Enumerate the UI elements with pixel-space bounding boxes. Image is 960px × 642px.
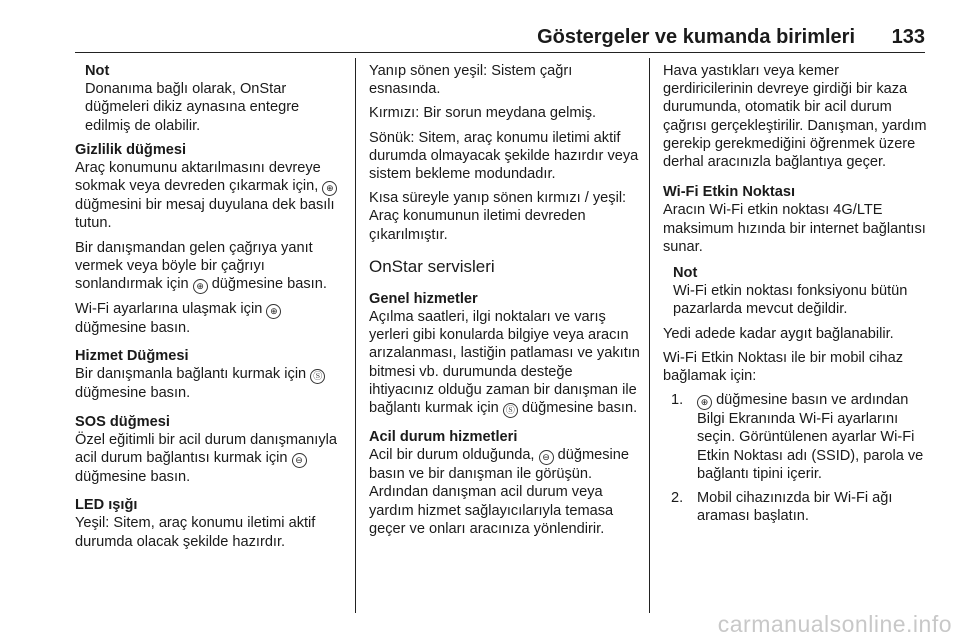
page-header — [75, 22, 925, 50]
section-heading: Genel hizmetler — [369, 290, 478, 307]
service-icon: Ⓢ — [310, 369, 325, 384]
list-item — [671, 391, 931, 483]
note — [75, 62, 347, 135]
page-number: 133 — [891, 26, 925, 48]
service-icon: Ⓢ — [503, 403, 518, 418]
privacy-icon: ⊕ — [322, 181, 337, 196]
watermark: carmanualsonline.info — [717, 611, 952, 637]
note — [663, 264, 931, 319]
list-item — [671, 489, 931, 525]
list-text: düğmesine basın ve ardından Bilgi Ekranında Wi-Fi ayarlarını seçin. Görüntülenen ayarlar Wi-Fi Etkin Noktası adı (SSID), parola ve bağlantı tipini içerir. — [697, 392, 924, 482]
sos-icon: ⊖ — [292, 453, 307, 468]
paragraph: Kırmızı: Bir sorun meydana gelmiş. — [369, 105, 597, 122]
column-1 — [75, 62, 347, 551]
column-divider — [355, 58, 356, 613]
numbered-list — [663, 391, 931, 525]
paragraph: Wi-Fi Etkin Noktası ile bir mobil cihaz bağlamak için: — [663, 349, 904, 385]
paragraph: Hava yastıkları veya kemer gerdiricilerinin devreye girdiği bir kaza durumunda, otomatik bir acil durum çağrısı gerçekleştirilir. Danışman, yardım gerekip gerekmediğini öğrenmek üzere derhal aracınızla bağlantıya geçer. — [663, 63, 927, 171]
paragraph: Bir danışmanla bağlantı kurmak için Ⓢ düğmesine basın. — [75, 365, 347, 402]
section-heading: Hizmet Düğmesi — [75, 348, 189, 365]
paragraph: Sönük: Sitem, araç konumu iletimi aktif durumda olmayacak şekilde hazırdır veya sistem bekleme modundadır. — [369, 129, 639, 183]
list-text: Mobil cihazınızda bir Wi-Fi ağı araması başlatın. — [697, 490, 893, 525]
note-text: Wi-Fi etkin noktası fonksiyonu bütün pazarlarda mevcut değildir. — [673, 283, 908, 318]
paragraph: Bir danışmandan gelen çağrıya yanıt vermek veya böyle bir çağrıyı sonlandırmak için ⊕ düğmesine basın. — [75, 239, 327, 293]
column-divider — [649, 58, 650, 613]
paragraph: Yeşil: Sitem, araç konumu iletimi aktif durumda olacak şekilde hazırdır. — [75, 515, 316, 550]
paragraph: Araç konumunu aktarılmasını devreye sokmak veya devreden çıkarmak için, ⊕ düğmesini bir mesaj duyulana dek basılı tutun. — [75, 159, 347, 233]
section-title: OnStar servisleri — [369, 256, 495, 276]
paragraph: Kısa süreyle yanıp sönen kırmızı / yeşil: Araç konumunun iletimi devreden çıkarılmıştır. — [369, 190, 627, 243]
section-heading: Acil durum hizmetleri — [369, 429, 518, 446]
note-title: Not — [85, 63, 110, 79]
paragraph: Aracın Wi-Fi etkin noktası 4G/LTE maksimum hızında bir internet bağlantısı sunar. — [663, 202, 926, 255]
section-heading: Wi-Fi Etkin Noktası — [663, 184, 796, 201]
list-number: 1. — [671, 392, 684, 409]
section-heading: Gizlilik düğmesi — [75, 141, 187, 158]
paragraph: Yanıp sönen yeşil: Sistem çağrı esnasında. — [369, 63, 573, 98]
privacy-icon: ⊕ — [697, 395, 712, 410]
column-3 — [663, 62, 931, 525]
paragraph: Wi-Fi ayarlarına ulaşmak için ⊕ düğmesine basın. — [75, 300, 347, 337]
privacy-icon: ⊕ — [266, 304, 281, 319]
section-heading: LED ışığı — [75, 497, 138, 514]
note-title: Not — [673, 265, 698, 282]
paragraph: Özel eğitimli bir acil durum danışmanıyla acil durum bağlantısı kurmak için ⊖ düğmesine basın. — [75, 431, 337, 486]
section-heading: SOS düğmesi — [75, 413, 170, 430]
sos-icon: ⊖ — [539, 450, 554, 465]
note-text: Donanıma bağlı olarak, OnStar düğmeleri dikiz aynasına entegre edilmiş de olabilir. — [85, 81, 300, 134]
list-number: 2. — [671, 490, 684, 507]
paragraph: Yedi adede kadar aygıt bağlanabilir. — [663, 325, 894, 342]
header-rule — [75, 52, 925, 53]
privacy-icon: ⊕ — [193, 279, 208, 294]
paragraph: Açılma saatleri, ilgi noktaları ve varış yerleri gibi konularda bilgiye veya aracın arızalanması, lastiğin patlaması ve yakıtın bitmesi vb. durumunda desteğe ihtiyacınız olduğu zaman bir danışman ile bağlantı kurmak için Ⓢ düğmesine basın. — [369, 309, 640, 417]
page-title: Göstergeler ve kumanda birimleri — [537, 26, 855, 48]
column-2 — [369, 62, 641, 538]
paragraph: Acil bir durum olduğunda, ⊖ düğmesine basın ve bir danışman ile görüşün. Ardından danışman acil durum veya yardım hizmet sağlayıcılarıyla temasa geçer ve onları aracınıza yönlendirir. — [369, 447, 630, 537]
